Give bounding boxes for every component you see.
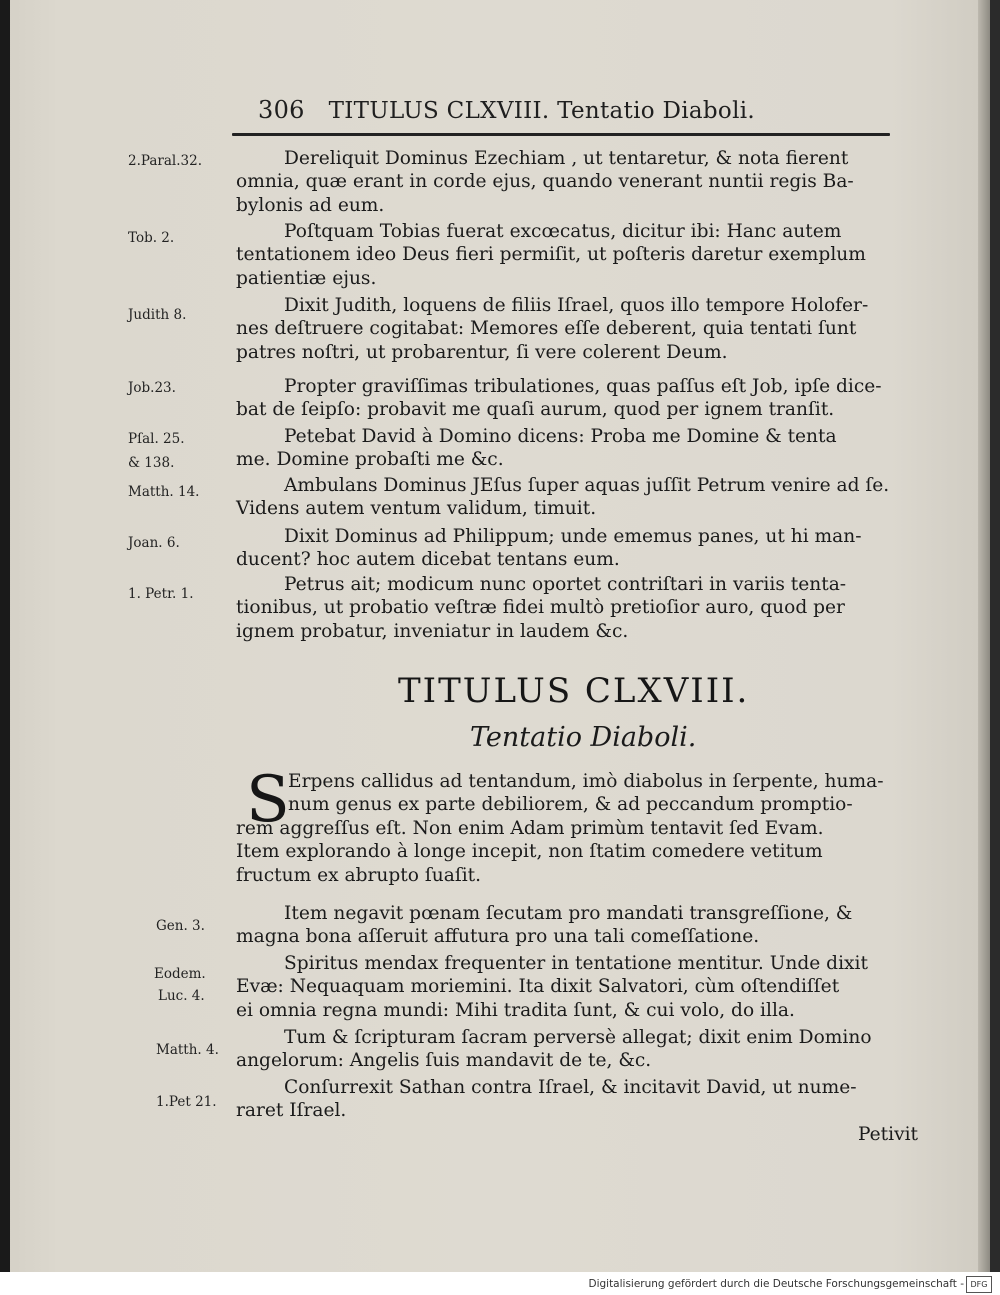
opening-paragraph: Erpens callidus ad tentandum, imò diabolus in ſerpente, huma- num genus ex parte debiliorem, & ad peccandum promptio- rem aggreſſus eſt. Non enim Adam primùm tentavit ſed Evam. Item explorando à longe incepit, non ſtatim comedere vetitum fructum ex abrupto ſuaſit. xyxy=(236,771,884,886)
entry-paragraph: Dereliquit Dominus Ezechiam , ut tentaretur, & nota fierent omnia, quæ erant in corde ejus, quando venerant nuntii regis Ba- bylonis ad eum. xyxy=(236,148,854,216)
margin-reference: Tob. 2. xyxy=(128,230,175,246)
entry-paragraph: Tum & ſcripturam ſacram perversè allegat; dixit enim Domino angelorum: Angelis ſuis mandavit de te, &c. xyxy=(236,1027,872,1072)
margin-reference-secondary: Luc. 4. xyxy=(158,988,205,1004)
margin-reference: Eodem. xyxy=(154,966,206,982)
margin-reference: Joan. 6. xyxy=(128,535,180,551)
margin-reference: Job.23. xyxy=(128,380,176,396)
footer-credit: Digitalisierung gefördert durch die Deutsche Forschungsgemeinschaft - xyxy=(588,1278,964,1290)
entry-paragraph: Petrus ait; modicum nunc oportet contriſtari in variis tenta- tionibus, ut probatio veſtræ fidei multò pretioſior auro, quod per ignem probatur, inveniatur in laudem &c. xyxy=(236,574,847,642)
margin-reference-secondary: & 138. xyxy=(128,455,175,471)
section-subtitle: Tentatio Diaboli. xyxy=(470,722,697,753)
margin-reference: 1. Petr. 1. xyxy=(128,586,194,602)
dfg-logo-icon: DFG xyxy=(966,1276,992,1293)
drop-capital: S xyxy=(246,763,290,837)
catchword: Petivit xyxy=(858,1124,919,1145)
running-header xyxy=(258,96,818,124)
margin-reference: 1.Pet 21. xyxy=(156,1094,217,1110)
entry-paragraph: Conſurrexit Sathan contra Iſrael, & incitavit David, ut nume- raret Iſrael. xyxy=(236,1077,857,1122)
margin-reference: Matth. 4. xyxy=(156,1042,219,1058)
margin-reference: Judith 8. xyxy=(128,307,187,323)
running-title: TITULUS CLXVIII. Tentatio Diaboli. xyxy=(328,98,756,124)
header-rule xyxy=(232,133,890,136)
entry-paragraph: Ambulans Dominus JEſus ſuper aquas juſſit Petrum venire ad ſe. Videns autem ventum validum, timuit. xyxy=(236,475,890,520)
entry-paragraph: Dixit Judith, loquens de filiis Iſrael, quos illo tempore Holofer- nes deſtruere cogitabat: Memores eſſe deberent, quia tentati ſunt patres noſtri, ut probarentur, ſi vere colerent Deum. xyxy=(236,295,869,363)
page-number: 306 xyxy=(258,96,305,124)
margin-reference: 2.Paral.32. xyxy=(128,153,202,169)
entry-paragraph: Petebat David à Domino dicens: Proba me Domine & tenta me. Domine probaſti me &c. xyxy=(236,426,837,471)
section-title: TITULUS CLXVIII. xyxy=(398,671,750,711)
entry-paragraph: Item negavit pœnam ſecutam pro mandati transgreſſione, & magna bona aſſeruit affutura pro una tali comeſſatione. xyxy=(236,903,853,948)
entry-paragraph: Spiritus mendax frequenter in tentatione mentitur. Unde dixit Evæ: Nequaquam moriemini. Ita dixit Salvatori, cùm oſtendiſſet ei omnia regna mundi: Mihi tradita ſunt, & cui volo, do illa. xyxy=(236,953,868,1021)
entry-paragraph: Dixit Dominus ad Philippum; unde ememus panes, ut hi man- ducent? hoc autem dicebat tentans eum. xyxy=(236,526,862,571)
margin-reference: Gen. 3. xyxy=(156,918,205,934)
entry-paragraph: Propter graviſſimas tribulationes, quas paſſus eſt Job, ipſe dice- bat de ſeipſo: probavit me quaſi aurum, quod per ignem tranſit. xyxy=(236,376,882,421)
margin-reference: Matth. 14. xyxy=(128,484,200,500)
margin-reference: Pſal. 25. xyxy=(128,431,185,447)
entry-paragraph: Poſtquam Tobias fuerat excœcatus, dicitur ibi: Hanc autem tentationem ideo Deus fieri permiſit, ut poſteris daretur exemplum patientiæ ejus. xyxy=(236,221,866,289)
